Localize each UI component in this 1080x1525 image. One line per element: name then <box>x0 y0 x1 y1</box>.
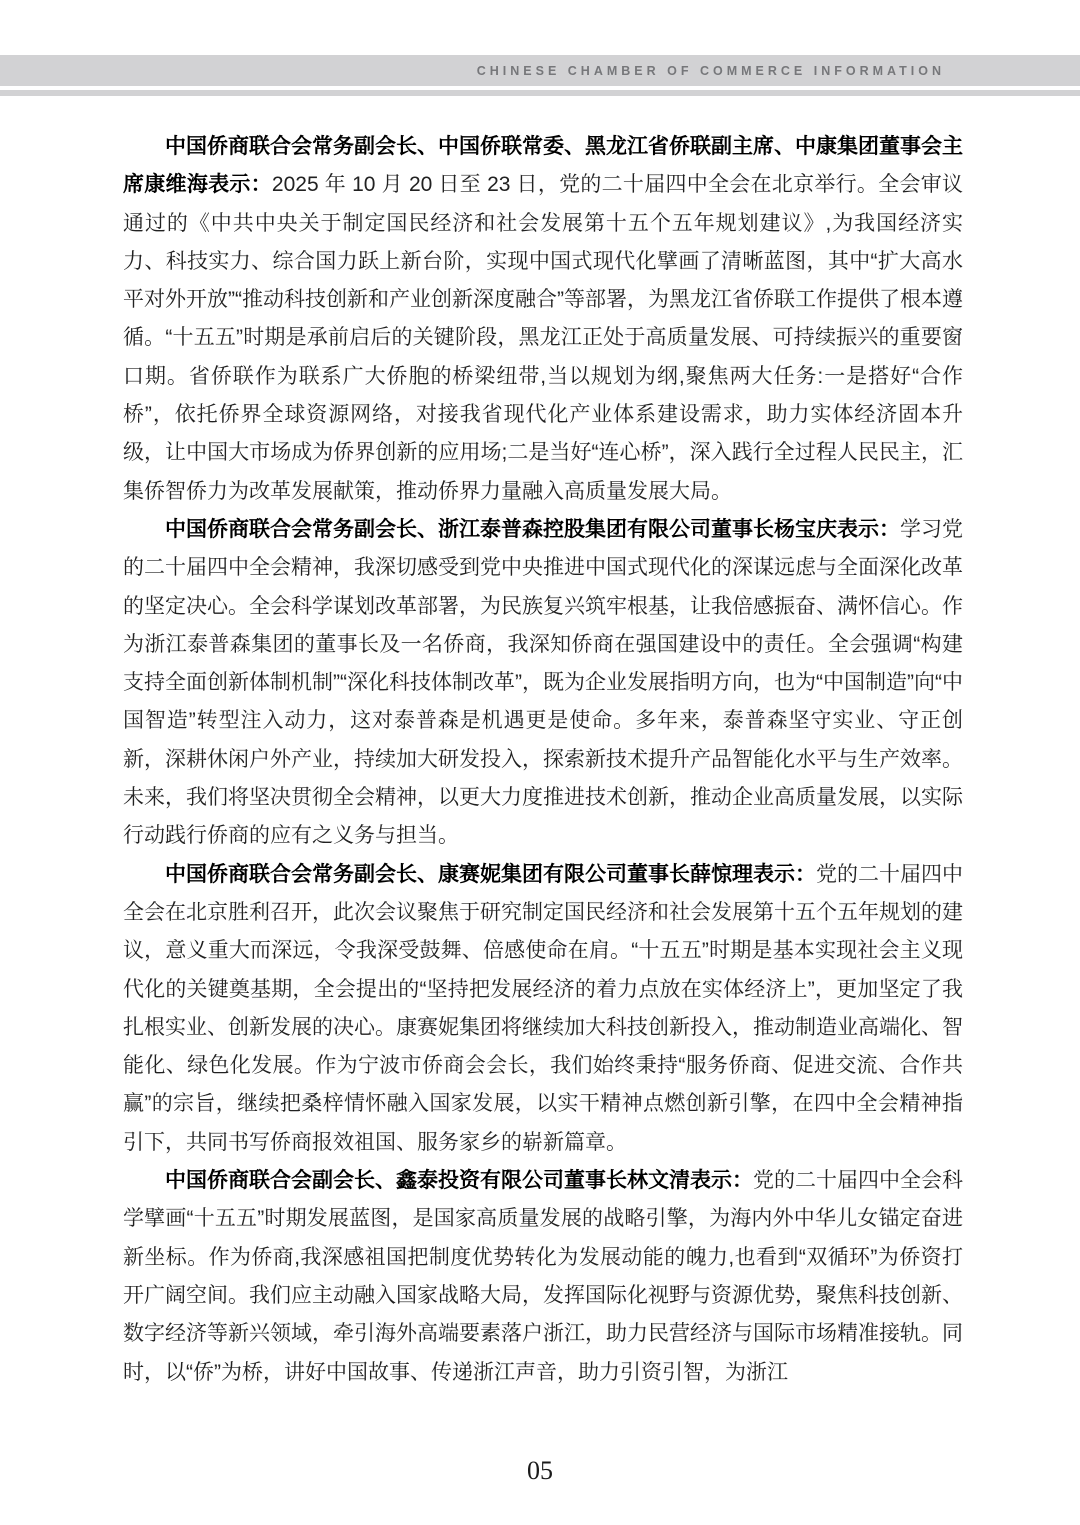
paragraph-kang-weihai <box>123 128 963 511</box>
paragraph-lin-wenqing <box>123 1162 963 1392</box>
article-body <box>123 128 963 1392</box>
paragraph-text: 2025 年 10 月 20 日至 23 日，党的二十届四中全会在北京举行。全会审议通过的《中共中央关于制定国民经济和社会发展第十五个五年规划建议》,为我国经济实力、科技实力、综合国力跃上新台阶，实现中国式现代化擘画了清晰蓝图，其中“扩大高水平对外开放”“推动科技创新和产业创新深度融合”等部署，为黑龙江省侨联工作提供了根本遵循。“十五五”时期是承前启后的关键阶段，黑龙江正处于高质量发展、可持续振兴的重要窗口期。省侨联作为联系广大侨胞的桥梁纽带,当以规划为纲,聚焦两大任务:一是搭好“合作桥”，依托侨界全球资源网络，对接我省现代化产业体系建设需求，助力实体经济固本升级，让中国大市场成为侨界创新的应用场;二是当好“连心桥”，深入践行全过程人民民主，汇集侨智侨力为改革发展献策，推动侨界力量融入高质量发展大局。 <box>123 173 964 503</box>
paragraph-text: 学习党的二十届四中全会精神，我深切感受到党中央推进中国式现代化的深谋远虑与全面深化改革的坚定决心。全会科学谋划改革部署，为民族复兴筑牢根基，让我倍感振奋、满怀信心。作为浙江泰普森集团的董事长及一名侨商，我深知侨商在强国建设中的责任。全会强调“构建支持全面创新体制机制”“深化科技体制改革”，既为企业发展指明方向，也为“中国制造”向“中国智造”转型注入动力，这对泰普森是机遇更是使命。多年来，泰普森坚守实业、守正创新，深耕休闲户外产业，持续加大研发投入，探索新技术提升产品智能化水平与生产效率。未来，我们将坚决贯彻全会精神，以更大力度推进技术创新，推动企业高质量发展，以实际行动践行侨商的应有之义务与担当。 <box>123 517 963 848</box>
paragraph-lead: 中国侨商联合会常务副会长、康赛妮集团有限公司董事长薛惊理表示： <box>165 862 816 886</box>
paragraph-text: 党的二十届四中全会在北京胜利召开，此次会议聚焦于研究制定国民经济和社会发展第十五个五年规划的建议，意义重大而深远，令我深受鼓舞、倍感使命在肩。“十五五”时期是基本实现社会主义现代化的关键奠基期，全会提出的“坚持把发展经济的着力点放在实体经济上”，更加坚定了我扎根实业、创新发展的决心。康赛妮集团将继续加大科技创新投入，推动制造业高端化、智能化、绿色化发展。作为宁波市侨商会会长，我们始终秉持“服务侨商、促进交流、合作共赢”的宗旨，继续把桑梓情怀融入国家发展，以实干精神点燃创新引擎，在四中全会精神指引下，共同书写侨商报效祖国、服务家乡的崭新篇章。 <box>123 862 963 1154</box>
paragraph-lead: 中国侨商联合会常务副会长、浙江泰普森控股集团有限公司董事长杨宝庆表示： <box>165 517 900 541</box>
paragraph-lead: 中国侨商联合会常务副会长、中国侨联常委、黑龙江省侨联副主席、中康集团董事会主席康维海表示： <box>123 135 963 197</box>
paragraph-xue-jingli <box>123 856 963 1162</box>
header-banner-text: CHINESE CHAMBER OF COMMERCE INFORMATION <box>476 63 945 78</box>
paragraph-lead: 中国侨商联合会副会长、鑫泰投资有限公司董事长林文清表示： <box>165 1169 753 1193</box>
header-banner-bar <box>0 55 1080 86</box>
paragraph-yang-baoqing <box>123 511 963 856</box>
page-footer <box>0 1456 1080 1486</box>
page-number: 05 <box>527 1456 553 1485</box>
header-banner-bar-thin <box>0 90 1080 96</box>
paragraph-text: 党的二十届四中全会科学擘画“十五五”时期发展蓝图，是国家高质量发展的战略引擎，为海内外中华儿女锚定奋进新坐标。作为侨商,我深感祖国把制度优势转化为发展动能的魄力,也看到“双循环”为侨资打开广阔空间。我们应主动融入国家战略大局，发挥国际化视野与资源优势，聚焦科技创新、数字经济等新兴领域，牵引海外高端要素落户浙江，助力民营经济与国际市场精准接轨。同时，以“侨”为桥，讲好中国故事、传递浙江声音，助力引资引智，为浙江 <box>123 1169 963 1384</box>
